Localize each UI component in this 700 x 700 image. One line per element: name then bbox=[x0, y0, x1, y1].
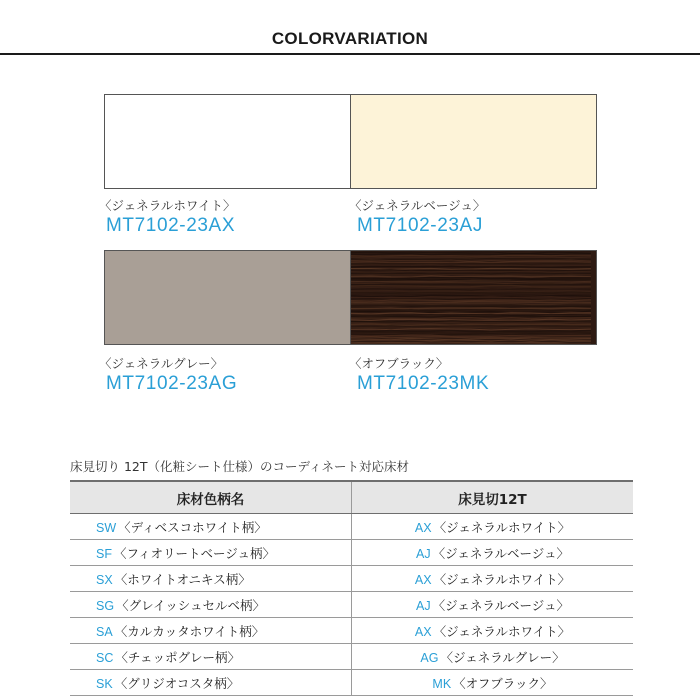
wood-grain-line bbox=[351, 324, 591, 325]
wood-grain-line bbox=[351, 270, 591, 271]
wood-grain-line bbox=[351, 303, 591, 304]
wood-grain-line bbox=[351, 308, 591, 309]
trim-cell bbox=[352, 670, 634, 696]
trim-name: 〈ジェネラルグレー〉 bbox=[440, 649, 565, 665]
floor-pattern-name: 〈フィオリートベージュ柄〉 bbox=[113, 545, 275, 561]
floor-code: SG bbox=[96, 598, 115, 613]
trim-cell bbox=[352, 644, 634, 670]
wood-grain-line bbox=[351, 291, 591, 292]
trim-code: AJ bbox=[416, 546, 431, 561]
table-row bbox=[70, 566, 633, 592]
wood-grain-line bbox=[351, 286, 591, 287]
floor-pattern-cell bbox=[70, 592, 352, 618]
table-row bbox=[70, 514, 633, 540]
wood-grain-line bbox=[351, 262, 591, 263]
floor-pattern-name: 〈グレイッシュセルベ柄〉 bbox=[116, 597, 265, 613]
wood-grain-line bbox=[351, 340, 591, 341]
swatch-name-general-beige: 〈ジェネラルベージュ〉 bbox=[349, 198, 486, 213]
coordination-table bbox=[70, 480, 633, 696]
wood-grain-line bbox=[351, 329, 591, 330]
wood-grain-line bbox=[351, 278, 591, 279]
trim-cell bbox=[352, 566, 634, 592]
wood-grain-line bbox=[351, 271, 591, 272]
trim-cell bbox=[352, 540, 634, 566]
page-title: COLORVARIATION bbox=[271, 29, 429, 48]
trim-code: AG bbox=[420, 650, 439, 665]
floor-pattern-cell bbox=[70, 670, 352, 696]
trim-name: 〈ジェネラルホワイト〉 bbox=[433, 571, 571, 587]
trim-name: 〈オフブラック〉 bbox=[453, 675, 553, 691]
title-divider bbox=[0, 53, 700, 55]
swatch-code-general-beige: MT7102-23AJ bbox=[357, 215, 483, 236]
trim-name: 〈ジェネラルホワイト〉 bbox=[433, 623, 571, 639]
trim-code: AX bbox=[414, 520, 432, 535]
table-title: 床見切り 12T（化粧シート仕様）のコーディネート対応床材 bbox=[70, 459, 410, 474]
trim-name: 〈ジェネラルホワイト〉 bbox=[433, 519, 571, 535]
floor-pattern-cell bbox=[70, 514, 352, 540]
table-row bbox=[70, 592, 633, 618]
wood-grain-line bbox=[351, 289, 591, 290]
wood-grain-line bbox=[351, 294, 591, 295]
swatch-off-black bbox=[350, 250, 597, 345]
swatch-name-general-white: 〈ジェネラルホワイト〉 bbox=[99, 198, 236, 213]
swatch-name-general-grey: 〈ジェネラルグレー〉 bbox=[99, 356, 224, 371]
trim-code: MK bbox=[432, 676, 452, 691]
wood-grain-line bbox=[351, 269, 591, 270]
table-row bbox=[70, 618, 633, 644]
wood-grain-line bbox=[351, 335, 591, 336]
wood-grain-line bbox=[351, 298, 591, 299]
wood-grain-line bbox=[351, 326, 591, 327]
trim-name: 〈ジェネラルベージュ〉 bbox=[432, 545, 569, 561]
wood-grain-line bbox=[351, 255, 591, 256]
floor-pattern-cell bbox=[70, 618, 352, 644]
floor-pattern-cell bbox=[70, 644, 352, 670]
wood-grain-line bbox=[351, 266, 591, 267]
wood-grain-line bbox=[351, 263, 591, 264]
swatch-code-general-grey: MT7102-23AG bbox=[106, 373, 238, 394]
wood-grain-line bbox=[351, 254, 591, 255]
wood-grain-line bbox=[351, 274, 591, 275]
wood-grain-line bbox=[351, 251, 591, 252]
wood-grain-line bbox=[351, 302, 591, 303]
wood-grain-line bbox=[351, 316, 591, 317]
wood-grain-line bbox=[351, 284, 591, 285]
floor-code: SA bbox=[96, 624, 113, 639]
wood-grain-line bbox=[351, 279, 591, 280]
wood-grain-line bbox=[351, 257, 591, 258]
swatch-name-off-black: 〈オフブラック〉 bbox=[349, 356, 449, 371]
wood-grain-line bbox=[351, 314, 591, 315]
wood-grain-line bbox=[351, 313, 591, 314]
wood-grain-line bbox=[351, 311, 591, 312]
trim-code: AX bbox=[414, 624, 432, 639]
swatch-code-general-white: MT7102-23AX bbox=[106, 215, 236, 236]
floor-pattern-name: 〈ディベスコホワイト柄〉 bbox=[118, 519, 267, 535]
wood-grain-line bbox=[351, 321, 591, 322]
floor-pattern-name: 〈グリジオコスタ柄〉 bbox=[114, 675, 240, 691]
floor-pattern-cell bbox=[70, 540, 352, 566]
trim-cell bbox=[352, 618, 634, 644]
wood-grain-line bbox=[351, 318, 591, 319]
trim-code: AJ bbox=[416, 598, 431, 613]
wood-grain-line bbox=[351, 276, 591, 277]
trim-cell bbox=[352, 514, 634, 540]
table-row bbox=[70, 540, 633, 566]
floor-code: SC bbox=[96, 650, 114, 665]
wood-grain-line bbox=[351, 327, 591, 328]
table-row bbox=[70, 670, 633, 696]
floor-code: SF bbox=[96, 546, 112, 561]
floor-pattern-name: 〈チェッポグレー柄〉 bbox=[115, 649, 241, 665]
trim-code: AX bbox=[414, 572, 432, 587]
wood-grain-line bbox=[351, 295, 591, 296]
floor-pattern-cell bbox=[70, 566, 352, 592]
wood-grain-line bbox=[351, 297, 591, 298]
swatch-code-off-black: MT7102-23MK bbox=[357, 373, 490, 394]
wood-grain-line bbox=[351, 330, 591, 331]
floor-pattern-name: 〈カルカッタホワイト柄〉 bbox=[114, 623, 265, 639]
wood-grain-texture bbox=[351, 251, 596, 344]
swatch-general-grey bbox=[104, 250, 351, 345]
header-trim-12t: 床見切12T bbox=[352, 481, 634, 514]
table-header-row bbox=[70, 481, 633, 514]
trim-cell bbox=[352, 592, 634, 618]
wood-grain-line bbox=[351, 323, 591, 324]
wood-grain-line bbox=[351, 273, 591, 274]
trim-name: 〈ジェネラルベージュ〉 bbox=[432, 597, 569, 613]
floor-code: SK bbox=[96, 676, 113, 691]
floor-code: SX bbox=[96, 572, 113, 587]
wood-grain-line bbox=[351, 305, 591, 306]
swatch-general-white bbox=[104, 94, 351, 189]
wood-grain-line bbox=[351, 310, 591, 311]
wood-grain-line bbox=[351, 319, 591, 320]
header-floor-pattern: 床材色柄名 bbox=[70, 481, 352, 514]
swatch-general-beige bbox=[350, 94, 597, 189]
floor-pattern-name: 〈ホワイトオニキス柄〉 bbox=[114, 571, 251, 587]
wood-grain-line bbox=[351, 281, 591, 282]
floor-code: SW bbox=[96, 520, 117, 535]
table-row bbox=[70, 644, 633, 670]
